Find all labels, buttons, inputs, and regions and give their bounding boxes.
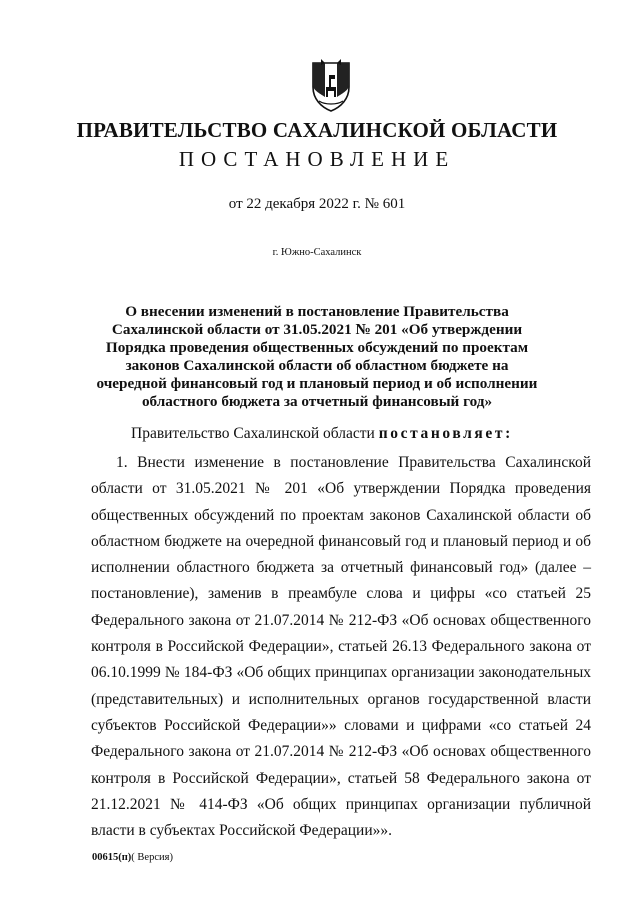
coat-of-arms-icon [307, 57, 355, 113]
decree-word: постановляет: [378, 425, 513, 442]
organization-title: ПРАВИТЕЛЬСТВО САХАЛИНСКОЙ ОБЛАСТИ [76, 118, 558, 142]
date-number: от 22 декабря 2022 г. № 601 [228, 196, 406, 212]
place: г. Южно-Сахалинск [272, 247, 362, 258]
paragraph-1: 1. Внести изменение в постановление Правительства Сахалинской области от 31.05.2021 № 201 «Об утверждении Порядка проведения общественных обсуждений по проектам законов Сахалинской области об областном бюджете на очередной финансовый год и плановый период и об исполнении областного бюджета за отчетный финансовый год» (далее – постановление), заменив в преамбуле слова и цифры «со статьей 25 Федерального закона от 21.07.2014 № 212-ФЗ «Об основах общественного контроля в Российской Федерации», статьей 26.13 Федерального закона от 06.10.1999 № 184-ФЗ «Об общих принципах организации законодательных (представительных) и исполнительных органов государственной власти субъектов Российской Федерации»» словами и цифрами «со статьей 24 Федерального закона от 21.07.2014 № 212-ФЗ «Об основах общественного контроля в Российской Федерации», статьей 58 Федерального закона от 21.12.2021 № 414-ФЗ «Об общих принципах организации публичной власти в субъектах Российской Федерации»». [91, 454, 591, 840]
preamble [131, 425, 513, 443]
footer-code [92, 852, 173, 863]
document-subject: О внесении изменений в постановление Правительства Сахалинской области от 31.05.2021 № 201 «Об утверждении Порядка проведения общественных обсуждений по проектам законов Сахалинской области об областном бюджете на очередной финансовый год и плановый период и об исполнении областного бюджета за отчетный финансовый год» [96, 303, 538, 410]
preamble-text: Правительство Сахалинской области [131, 425, 375, 442]
document-type: ПОСТАНОВЛЕНИЕ [178, 147, 456, 171]
version-label: ( Версия) [131, 852, 173, 863]
form-code: 00615(п) [92, 852, 132, 863]
